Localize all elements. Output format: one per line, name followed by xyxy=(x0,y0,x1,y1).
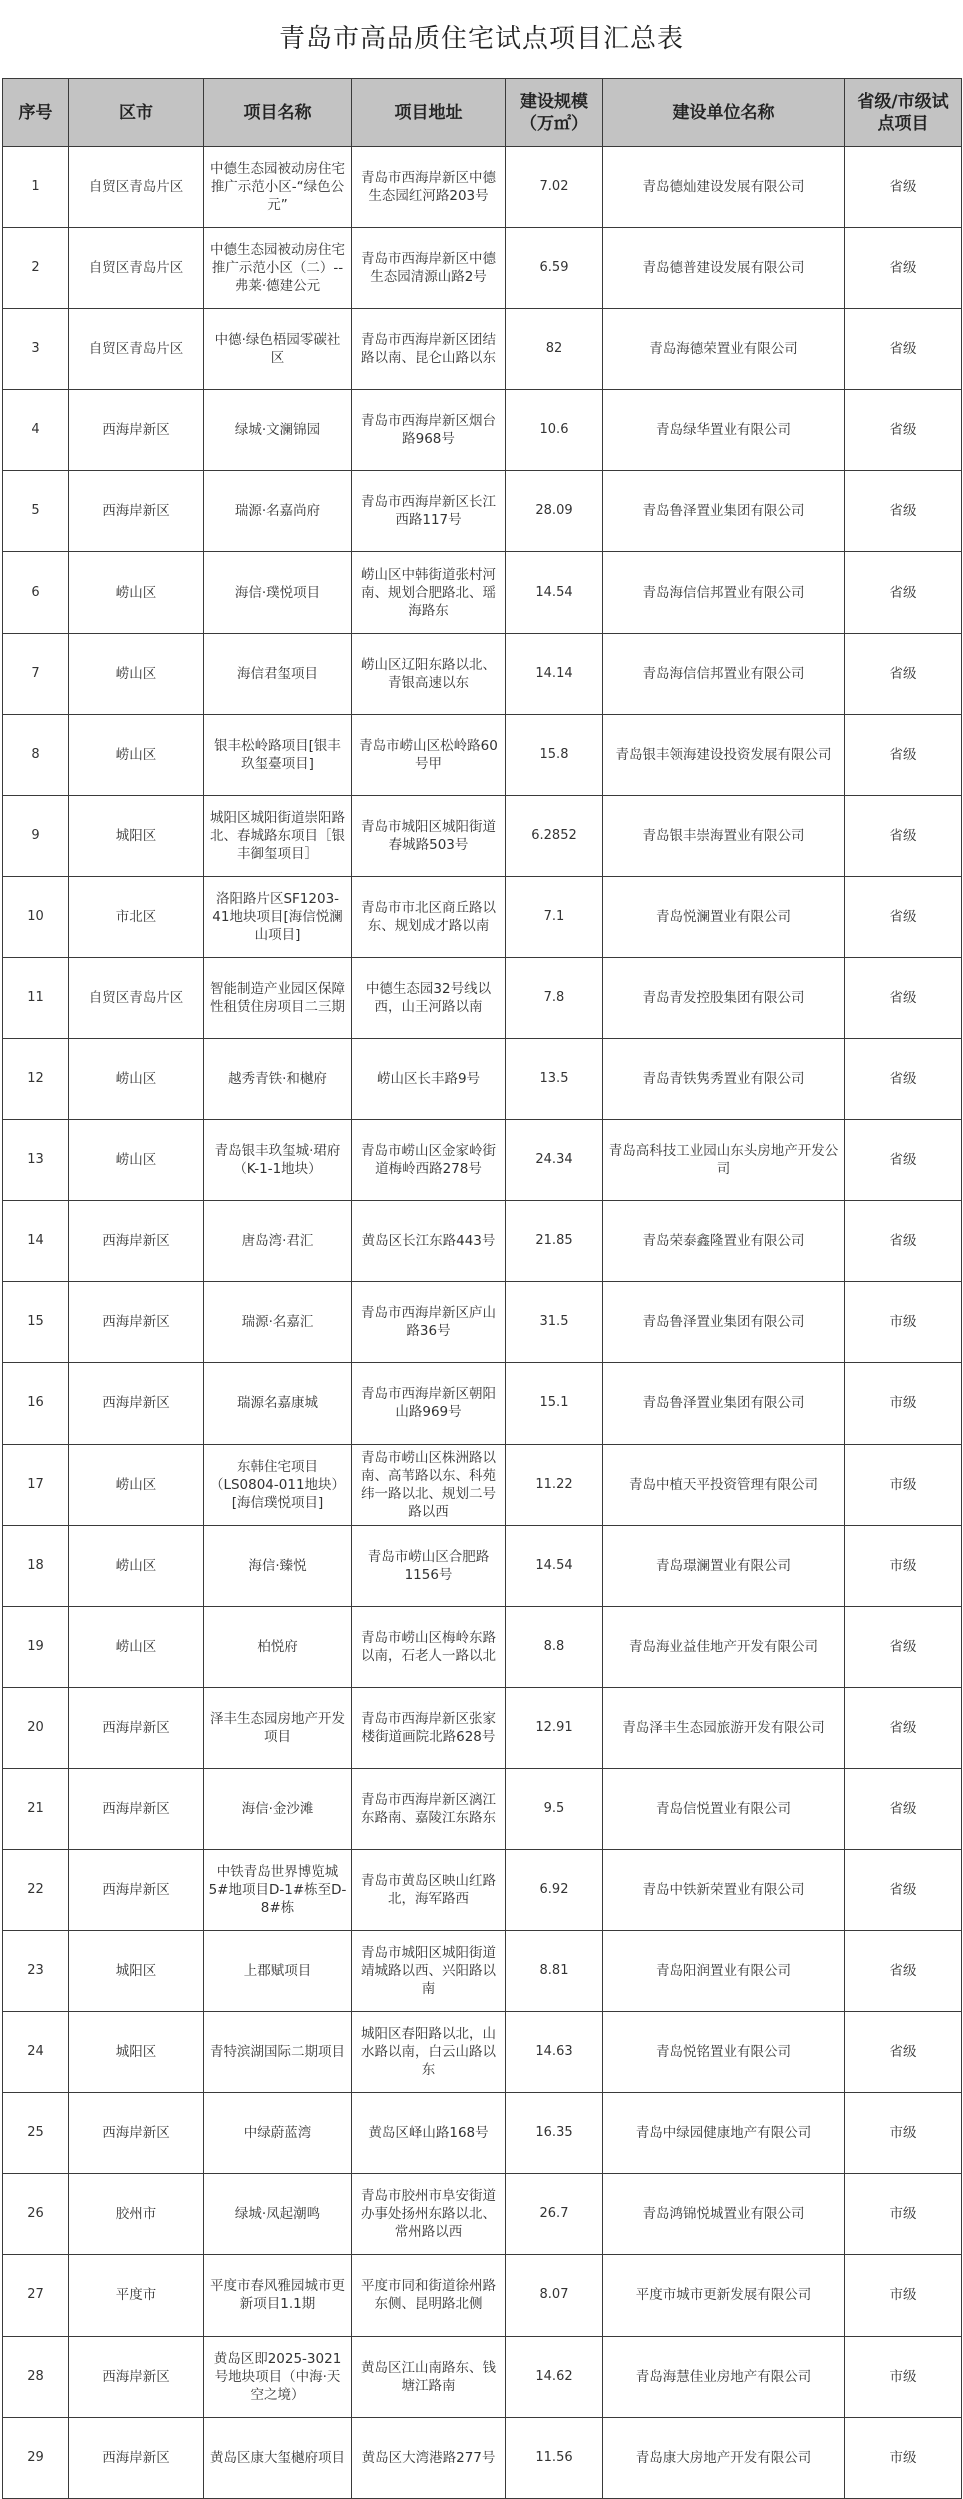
cell-company: 青岛绿华置业有限公司 xyxy=(603,390,845,471)
cell-district: 西海岸新区 xyxy=(69,2417,204,2498)
cell-level: 市级 xyxy=(845,1444,962,1525)
cell-level: 市级 xyxy=(845,2336,962,2417)
cell-index: 9 xyxy=(3,795,69,876)
cell-district: 崂山区 xyxy=(69,552,204,633)
cell-scale: 7.8 xyxy=(506,957,603,1038)
table-row xyxy=(3,228,962,309)
cell-scale: 11.56 xyxy=(506,2417,603,2498)
cell-project-name: 柏悦府 xyxy=(204,1606,352,1687)
table-row xyxy=(3,1444,962,1525)
table-row xyxy=(3,1039,962,1120)
table-row xyxy=(3,1201,962,1282)
cell-index: 16 xyxy=(3,1363,69,1444)
table-row xyxy=(3,390,962,471)
cell-scale: 9.5 xyxy=(506,1768,603,1849)
cell-company: 青岛银丰领海建设投资发展有限公司 xyxy=(603,714,845,795)
cell-index: 10 xyxy=(3,876,69,957)
header-index: 序号 xyxy=(3,79,69,147)
table-row xyxy=(3,1768,962,1849)
header-row xyxy=(3,79,962,147)
table-row xyxy=(3,1606,962,1687)
table-row xyxy=(3,471,962,552)
cell-district: 崂山区 xyxy=(69,1444,204,1525)
cell-address: 青岛市西海岸新区庐山路36号 xyxy=(352,1282,506,1363)
cell-district: 自贸区青岛片区 xyxy=(69,309,204,390)
cell-scale: 16.35 xyxy=(506,2093,603,2174)
cell-index: 20 xyxy=(3,1687,69,1768)
cell-scale: 13.5 xyxy=(506,1039,603,1120)
cell-district: 崂山区 xyxy=(69,633,204,714)
cell-scale: 7.02 xyxy=(506,147,603,228)
cell-project-name: 上郡赋项目 xyxy=(204,1931,352,2012)
cell-level: 省级 xyxy=(845,228,962,309)
table-row xyxy=(3,1363,962,1444)
cell-scale: 24.34 xyxy=(506,1120,603,1201)
cell-project-name: 绿城·凤起潮鸣 xyxy=(204,2174,352,2255)
cell-company: 青岛鸿锦悦城置业有限公司 xyxy=(603,2174,845,2255)
cell-district: 自贸区青岛片区 xyxy=(69,147,204,228)
cell-district: 胶州市 xyxy=(69,2174,204,2255)
cell-address: 黄岛区江山南路东、钱塘江路南 xyxy=(352,2336,506,2417)
cell-address: 青岛市城阳区城阳街道春城路503号 xyxy=(352,795,506,876)
project-table xyxy=(2,78,962,2499)
cell-address: 青岛市崂山区株洲路以南、高苇路以东、科苑纬一路以北、规划二号路以西 xyxy=(352,1444,506,1525)
cell-index: 8 xyxy=(3,714,69,795)
cell-project-name: 黄岛区即2025-3021号地块项目（中海·天空之境） xyxy=(204,2336,352,2417)
cell-address: 黄岛区峄山路168号 xyxy=(352,2093,506,2174)
cell-project-name: 海信君玺项目 xyxy=(204,633,352,714)
table-row xyxy=(3,2174,962,2255)
cell-level: 省级 xyxy=(845,876,962,957)
cell-project-name: 海信·璞悦项目 xyxy=(204,552,352,633)
table-row xyxy=(3,633,962,714)
table-row xyxy=(3,1120,962,1201)
cell-address: 中德生态园32号线以西，山王河路以南 xyxy=(352,957,506,1038)
cell-project-name: 海信·臻悦 xyxy=(204,1525,352,1606)
cell-index: 2 xyxy=(3,228,69,309)
cell-project-name: 瑞源名嘉康城 xyxy=(204,1363,352,1444)
cell-district: 西海岸新区 xyxy=(69,471,204,552)
cell-level: 省级 xyxy=(845,957,962,1038)
cell-project-name: 泽丰生态园房地产开发项目 xyxy=(204,1687,352,1768)
cell-address: 青岛市崂山区合肥路1156号 xyxy=(352,1525,506,1606)
cell-project-name: 洛阳路片区SF1203-41地块项目[海信悦澜山项目] xyxy=(204,876,352,957)
cell-project-name: 中铁青岛世界博览城5#地项目D-1#栋至D-8#栋 xyxy=(204,1849,352,1930)
table-row xyxy=(3,309,962,390)
cell-address: 崂山区长丰路9号 xyxy=(352,1039,506,1120)
cell-project-name: 中德生态园被动房住宅推广示范小区-“绿色公元” xyxy=(204,147,352,228)
cell-address: 青岛市崂山区松岭路60号甲 xyxy=(352,714,506,795)
cell-company: 青岛泽丰生态园旅游开发有限公司 xyxy=(603,1687,845,1768)
table-row xyxy=(3,1525,962,1606)
cell-company: 青岛中绿园健康地产有限公司 xyxy=(603,2093,845,2174)
cell-scale: 11.22 xyxy=(506,1444,603,1525)
table-row xyxy=(3,147,962,228)
cell-district: 城阳区 xyxy=(69,795,204,876)
cell-district: 自贸区青岛片区 xyxy=(69,957,204,1038)
cell-company: 青岛璟澜置业有限公司 xyxy=(603,1525,845,1606)
cell-district: 西海岸新区 xyxy=(69,1363,204,1444)
cell-company: 青岛悦铭置业有限公司 xyxy=(603,2012,845,2093)
cell-company: 青岛海信信邦置业有限公司 xyxy=(603,633,845,714)
cell-district: 市北区 xyxy=(69,876,204,957)
cell-address: 青岛市黄岛区映山红路北，海军路西 xyxy=(352,1849,506,1930)
cell-company: 青岛阳润置业有限公司 xyxy=(603,1931,845,2012)
table-row xyxy=(3,795,962,876)
cell-district: 西海岸新区 xyxy=(69,2093,204,2174)
cell-level: 省级 xyxy=(845,1120,962,1201)
cell-district: 崂山区 xyxy=(69,714,204,795)
cell-level: 省级 xyxy=(845,147,962,228)
cell-district: 崂山区 xyxy=(69,1606,204,1687)
cell-district: 西海岸新区 xyxy=(69,1687,204,1768)
cell-address: 青岛市西海岸新区烟台路968号 xyxy=(352,390,506,471)
cell-scale: 14.62 xyxy=(506,2336,603,2417)
cell-index: 21 xyxy=(3,1768,69,1849)
cell-scale: 14.63 xyxy=(506,2012,603,2093)
cell-address: 黄岛区长江东路443号 xyxy=(352,1201,506,1282)
cell-index: 28 xyxy=(3,2336,69,2417)
cell-district: 崂山区 xyxy=(69,1039,204,1120)
table-row xyxy=(3,2093,962,2174)
cell-company: 平度市城市更新发展有限公司 xyxy=(603,2255,845,2336)
cell-project-name: 智能制造产业园区保障性租赁住房项目二三期 xyxy=(204,957,352,1038)
cell-address: 青岛市西海岸新区中德生态园红河路203号 xyxy=(352,147,506,228)
table-row xyxy=(3,2417,962,2498)
cell-company: 青岛德普建设发展有限公司 xyxy=(603,228,845,309)
cell-index: 18 xyxy=(3,1525,69,1606)
cell-company: 青岛海业益佳地产开发有限公司 xyxy=(603,1606,845,1687)
cell-project-name: 东韩住宅项目（LS0804-011地块）[海信璞悦项目] xyxy=(204,1444,352,1525)
header-address: 项目地址 xyxy=(352,79,506,147)
cell-scale: 8.07 xyxy=(506,2255,603,2336)
cell-level: 省级 xyxy=(845,795,962,876)
cell-address: 青岛市城阳区城阳街道靖城路以西、兴阳路以南 xyxy=(352,1931,506,2012)
cell-district: 西海岸新区 xyxy=(69,390,204,471)
cell-district: 西海岸新区 xyxy=(69,1849,204,1930)
header-district: 区市 xyxy=(69,79,204,147)
cell-level: 市级 xyxy=(845,2417,962,2498)
cell-company: 青岛德灿建设发展有限公司 xyxy=(603,147,845,228)
cell-address: 青岛市崂山区金家岭街道梅岭西路278号 xyxy=(352,1120,506,1201)
table-row xyxy=(3,1931,962,2012)
cell-index: 15 xyxy=(3,1282,69,1363)
cell-district: 西海岸新区 xyxy=(69,1282,204,1363)
cell-district: 西海岸新区 xyxy=(69,1201,204,1282)
cell-district: 城阳区 xyxy=(69,2012,204,2093)
cell-index: 7 xyxy=(3,633,69,714)
cell-district: 西海岸新区 xyxy=(69,1768,204,1849)
cell-project-name: 中绿蔚蓝湾 xyxy=(204,2093,352,2174)
page-title: 青岛市高品质住宅试点项目汇总表 xyxy=(278,24,684,54)
table-row xyxy=(3,2255,962,2336)
cell-company: 青岛青铁隽秀置业有限公司 xyxy=(603,1039,845,1120)
cell-level: 省级 xyxy=(845,1687,962,1768)
cell-district: 西海岸新区 xyxy=(69,2336,204,2417)
cell-project-name: 绿城·文澜锦园 xyxy=(204,390,352,471)
cell-index: 14 xyxy=(3,1201,69,1282)
cell-project-name: 海信·金沙滩 xyxy=(204,1768,352,1849)
cell-address: 青岛市西海岸新区朝阳山路969号 xyxy=(352,1363,506,1444)
cell-index: 12 xyxy=(3,1039,69,1120)
cell-address: 青岛市西海岸新区长江西路117号 xyxy=(352,471,506,552)
cell-index: 26 xyxy=(3,2174,69,2255)
cell-project-name: 瑞源·名嘉汇 xyxy=(204,1282,352,1363)
cell-address: 青岛市西海岸新区团结路以南、昆仑山路以东 xyxy=(352,309,506,390)
header-level: 省级/市级试点项目 xyxy=(845,79,962,147)
cell-district: 崂山区 xyxy=(69,1120,204,1201)
cell-level: 省级 xyxy=(845,471,962,552)
table-row xyxy=(3,957,962,1038)
cell-project-name: 黄岛区康大玺樾府项目 xyxy=(204,2417,352,2498)
table-row xyxy=(3,714,962,795)
cell-level: 省级 xyxy=(845,1201,962,1282)
cell-index: 3 xyxy=(3,309,69,390)
cell-index: 24 xyxy=(3,2012,69,2093)
cell-address: 青岛市西海岸新区中德生态园清源山路2号 xyxy=(352,228,506,309)
cell-level: 省级 xyxy=(845,309,962,390)
header-scale: 建设规模（万㎡） xyxy=(506,79,603,147)
cell-scale: 26.7 xyxy=(506,2174,603,2255)
cell-district: 自贸区青岛片区 xyxy=(69,228,204,309)
cell-level: 省级 xyxy=(845,1606,962,1687)
cell-project-name: 青特滨湖国际二期项目 xyxy=(204,2012,352,2093)
cell-scale: 6.92 xyxy=(506,1849,603,1930)
cell-address: 崂山区辽阳东路以北、青银高速以东 xyxy=(352,633,506,714)
cell-district: 平度市 xyxy=(69,2255,204,2336)
cell-index: 11 xyxy=(3,957,69,1038)
cell-address: 青岛市胶州市阜安街道办事处扬州东路以北、常州路以西 xyxy=(352,2174,506,2255)
cell-scale: 14.14 xyxy=(506,633,603,714)
cell-index: 23 xyxy=(3,1931,69,2012)
header-company: 建设单位名称 xyxy=(603,79,845,147)
cell-index: 19 xyxy=(3,1606,69,1687)
cell-company: 青岛海信信邦置业有限公司 xyxy=(603,552,845,633)
cell-company: 青岛海德荣置业有限公司 xyxy=(603,309,845,390)
table-row xyxy=(3,2012,962,2093)
cell-scale: 21.85 xyxy=(506,1201,603,1282)
cell-district: 崂山区 xyxy=(69,1525,204,1606)
cell-level: 省级 xyxy=(845,390,962,471)
cell-address: 青岛市崂山区梅岭东路以南，石老人一路以北 xyxy=(352,1606,506,1687)
cell-index: 22 xyxy=(3,1849,69,1930)
header-name: 项目名称 xyxy=(204,79,352,147)
cell-index: 27 xyxy=(3,2255,69,2336)
table-row xyxy=(3,1282,962,1363)
cell-level: 市级 xyxy=(845,1363,962,1444)
cell-company: 青岛鲁泽置业集团有限公司 xyxy=(603,471,845,552)
cell-project-name: 平度市春风雅园城市更新项目1.1期 xyxy=(204,2255,352,2336)
table-row xyxy=(3,552,962,633)
cell-company: 青岛海慧佳业房地产有限公司 xyxy=(603,2336,845,2417)
cell-scale: 8.8 xyxy=(506,1606,603,1687)
cell-index: 25 xyxy=(3,2093,69,2174)
cell-company: 青岛高科技工业园山东头房地产开发公司 xyxy=(603,1120,845,1201)
cell-scale: 6.2852 xyxy=(506,795,603,876)
cell-project-name: 城阳区城阳街道崇阳路北、春城路东项目［银丰御玺项目］ xyxy=(204,795,352,876)
cell-level: 省级 xyxy=(845,1039,962,1120)
cell-level: 省级 xyxy=(845,633,962,714)
cell-level: 省级 xyxy=(845,1931,962,2012)
cell-index: 1 xyxy=(3,147,69,228)
cell-level: 市级 xyxy=(845,2174,962,2255)
table-body xyxy=(3,147,962,2499)
table-row xyxy=(3,1849,962,1930)
cell-level: 市级 xyxy=(845,2255,962,2336)
cell-address: 城阳区春阳路以北，山水路以南，白云山路以东 xyxy=(352,2012,506,2093)
table-row xyxy=(3,876,962,957)
cell-level: 省级 xyxy=(845,714,962,795)
cell-scale: 10.6 xyxy=(506,390,603,471)
cell-company: 青岛鲁泽置业集团有限公司 xyxy=(603,1282,845,1363)
cell-scale: 14.54 xyxy=(506,1525,603,1606)
cell-level: 省级 xyxy=(845,2012,962,2093)
cell-index: 6 xyxy=(3,552,69,633)
cell-address: 青岛市西海岸新区漓江东路南、嘉陵江东路东 xyxy=(352,1768,506,1849)
cell-index: 29 xyxy=(3,2417,69,2498)
cell-index: 4 xyxy=(3,390,69,471)
cell-scale: 8.81 xyxy=(506,1931,603,2012)
cell-project-name: 唐岛湾·君汇 xyxy=(204,1201,352,1282)
cell-company: 青岛鲁泽置业集团有限公司 xyxy=(603,1363,845,1444)
cell-company: 青岛中铁新荣置业有限公司 xyxy=(603,1849,845,1930)
cell-level: 省级 xyxy=(845,1768,962,1849)
cell-index: 13 xyxy=(3,1120,69,1201)
cell-address: 平度市同和街道徐州路东侧、昆明路北侧 xyxy=(352,2255,506,2336)
cell-company: 青岛康大房地产开发有限公司 xyxy=(603,2417,845,2498)
cell-company: 青岛中植天平投资管理有限公司 xyxy=(603,1444,845,1525)
cell-scale: 28.09 xyxy=(506,471,603,552)
cell-level: 市级 xyxy=(845,2093,962,2174)
cell-company: 青岛荣泰鑫隆置业有限公司 xyxy=(603,1201,845,1282)
cell-company: 青岛信悦置业有限公司 xyxy=(603,1768,845,1849)
cell-index: 17 xyxy=(3,1444,69,1525)
cell-project-name: 中德生态园被动房住宅推广示范小区（二）--弗莱·德建公元 xyxy=(204,228,352,309)
cell-project-name: 银丰松岭路项目[银丰玖玺臺项目] xyxy=(204,714,352,795)
cell-company: 青岛悦澜置业有限公司 xyxy=(603,876,845,957)
cell-address: 青岛市市北区商丘路以东、规划成才路以南 xyxy=(352,876,506,957)
cell-company: 青岛青发控股集团有限公司 xyxy=(603,957,845,1038)
cell-project-name: 瑞源·名嘉尚府 xyxy=(204,471,352,552)
cell-project-name: 越秀青铁·和樾府 xyxy=(204,1039,352,1120)
cell-scale: 31.5 xyxy=(506,1282,603,1363)
cell-scale: 15.8 xyxy=(506,714,603,795)
cell-level: 市级 xyxy=(845,1525,962,1606)
cell-scale: 12.91 xyxy=(506,1687,603,1768)
cell-address: 崂山区中韩街道张村河南、规划合肥路北、瑶海路东 xyxy=(352,552,506,633)
cell-level: 市级 xyxy=(845,1282,962,1363)
cell-project-name: 中德·绿色梧园零碳社区 xyxy=(204,309,352,390)
cell-scale: 15.1 xyxy=(506,1363,603,1444)
cell-index: 5 xyxy=(3,471,69,552)
cell-company: 青岛银丰崇海置业有限公司 xyxy=(603,795,845,876)
cell-level: 省级 xyxy=(845,1849,962,1930)
cell-address: 黄岛区大湾港路277号 xyxy=(352,2417,506,2498)
table-row xyxy=(3,1687,962,1768)
cell-address: 青岛市西海岸新区张家楼街道画院北路628号 xyxy=(352,1687,506,1768)
table-row xyxy=(3,2336,962,2417)
cell-level: 省级 xyxy=(845,552,962,633)
cell-scale: 6.59 xyxy=(506,228,603,309)
cell-scale: 14.54 xyxy=(506,552,603,633)
cell-scale: 82 xyxy=(506,309,603,390)
cell-project-name: 青岛银丰玖玺城·珺府（K-1-1地块） xyxy=(204,1120,352,1201)
cell-district: 城阳区 xyxy=(69,1931,204,2012)
cell-scale: 7.1 xyxy=(506,876,603,957)
